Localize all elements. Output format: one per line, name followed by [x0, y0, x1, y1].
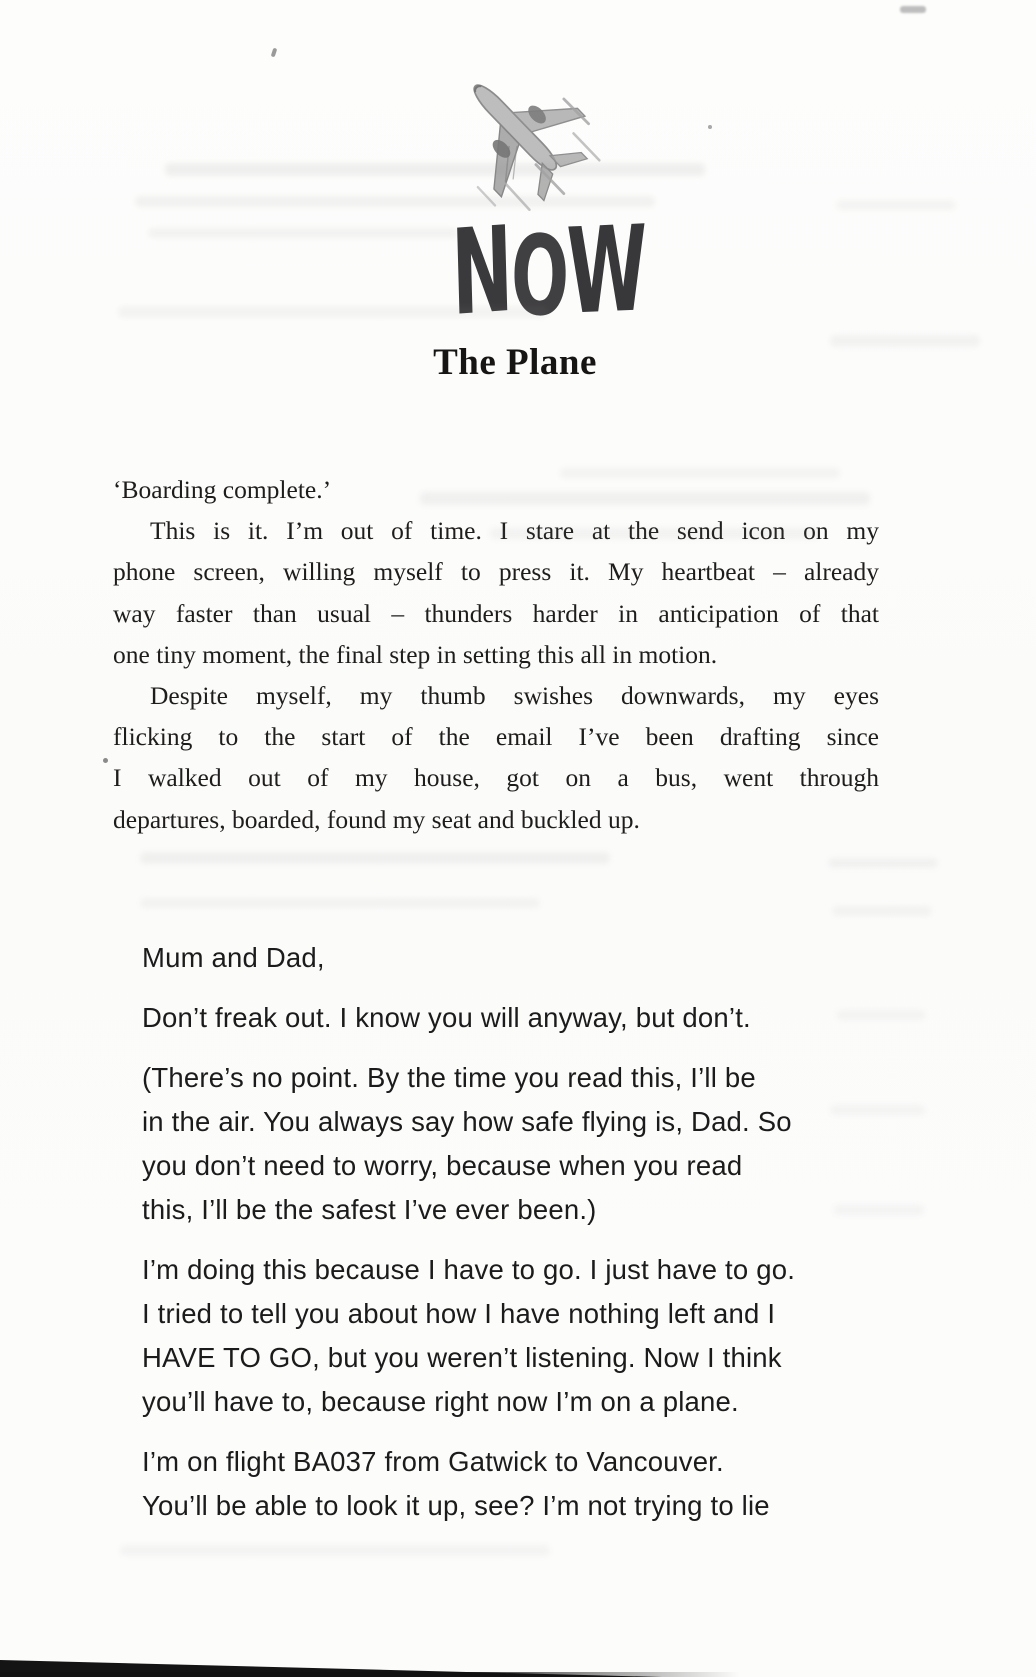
chapter-marker-letter-o: O [509, 210, 569, 342]
email-line: Mum and Dad, [142, 942, 325, 973]
scan-speck [103, 758, 108, 763]
email-line: I’m doing this because I have to go. I just have to go. [142, 1254, 796, 1285]
ghost-smudge [828, 858, 938, 868]
scan-speck [900, 6, 926, 13]
ghost-smudge [490, 528, 820, 539]
email-text [142, 936, 884, 1544]
ghost-smudge [135, 196, 655, 207]
ghost-smudge [834, 1205, 924, 1215]
ghost-smudge [830, 1105, 925, 1115]
email-paragraph [142, 1056, 884, 1232]
email-line: You’ll be able to look it up, see? I’m not trying to lie [142, 1490, 770, 1521]
narrative-paragraph [113, 675, 879, 840]
email-paragraph [142, 996, 884, 1040]
ghost-smudge [832, 906, 932, 916]
email-paragraph [142, 1440, 884, 1528]
narrative-line: I walked out of my house, got on a bus, went through [113, 763, 879, 793]
email-line: in the air. You always say how safe flying is, Dad. So [142, 1106, 792, 1137]
narrative-line: flicking to the start of the email I’ve been drafting since [113, 722, 879, 752]
narrative-line: phone screen, willing myself to press it. My heartbeat – already [113, 557, 879, 587]
narrative-line: one tiny moment, the final step in setting this all in motion. [113, 639, 718, 669]
ghost-smudge [140, 898, 540, 908]
ghost-smudge [420, 492, 870, 505]
chapter-marker-letter-n: N [449, 199, 513, 343]
email-line: you’ll have to, because right now I’m on a plane. [142, 1386, 739, 1417]
ghost-smudge [560, 468, 840, 478]
email-line: I’m on flight BA037 from Gatwick to Vancouver. [142, 1446, 724, 1477]
ghost-smudge [148, 228, 458, 238]
email-salutation [142, 936, 884, 980]
narrative-line: This is it. I’m out of time. I stare at the send icon on my [150, 516, 879, 546]
ghost-smudge [118, 306, 548, 318]
email-paragraph [142, 1248, 884, 1424]
chapter-title: The Plane [433, 342, 597, 383]
scan-edge-line [0, 1672, 740, 1677]
narrative-line: way faster than usual – thunders harder in anticipation of that [113, 598, 879, 628]
scan-speck [708, 125, 712, 129]
email-line: you don’t need to worry, because when you read [142, 1150, 743, 1181]
email-line: (There’s no point. By the time you read this, I’ll be [142, 1062, 756, 1093]
narrative-line: ‘Boarding complete.’ [113, 475, 332, 504]
narrative-line: Despite myself, my thumb swishes downwards, my eyes [150, 681, 879, 711]
chapter-marker-letter-w: W [565, 199, 648, 341]
email-line: this, I’ll be the safest I’ve ever been.) [142, 1194, 597, 1225]
email-line: I tried to tell you about how I have nothing left and I [142, 1298, 776, 1329]
ghost-smudge [165, 163, 705, 176]
narrative-text [113, 469, 879, 840]
ghost-smudge [140, 852, 610, 864]
email-line: HAVE TO GO, but you weren’t listening. Now I think [142, 1342, 782, 1373]
ghost-smudge [836, 1010, 926, 1020]
ghost-smudge [830, 335, 980, 347]
ghost-smudge [120, 1545, 550, 1556]
scan-speck [271, 48, 278, 58]
ghost-smudge [836, 200, 956, 210]
narrative-line: departures, boarded, found my seat and buckled up. [113, 804, 640, 834]
email-line: Don’t freak out. I know you will anyway, but don’t. [142, 1002, 751, 1033]
